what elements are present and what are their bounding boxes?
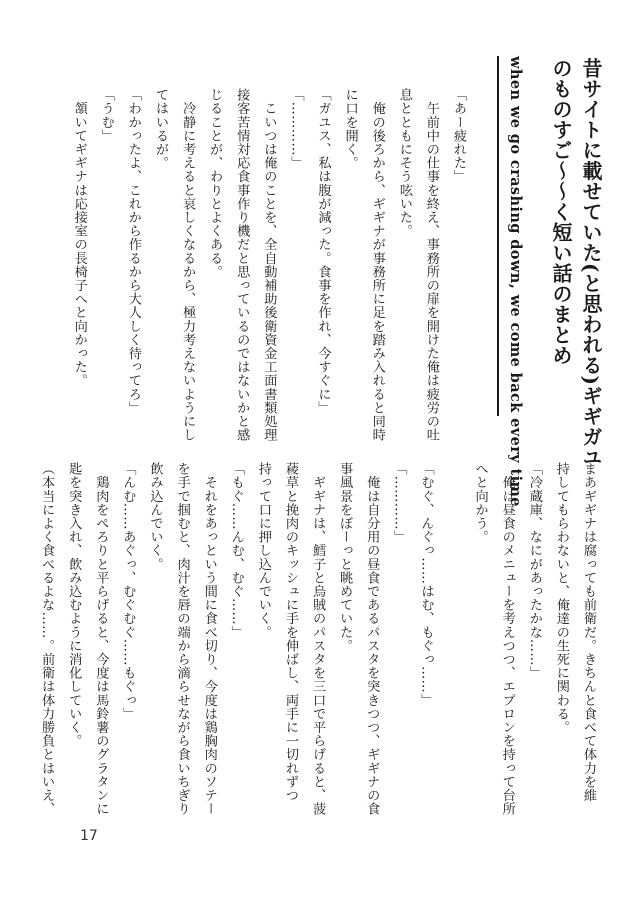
text-line: 「もぐ……んむ、むぐ……」 <box>228 462 244 639</box>
text-line: に口を開く。 <box>342 88 358 170</box>
text-line: 俺の後ろから、ギギナが事務所に足を踏み入れると同時 <box>369 88 385 442</box>
text-line: 午前中の仕事を終え、事務所の扉を開けた俺は疲労の吐 <box>423 88 439 442</box>
chapter-subtitle <box>503 56 524 507</box>
text-line: こいつは俺のことを、全自動補助後衛資金工面書類処理 <box>261 88 277 442</box>
text-line: ギギナは、鱈子と烏賊のパスタを三口で平らげると、菠 <box>310 462 326 816</box>
chapter-title <box>546 58 606 468</box>
title-line-1: 昔サイトに載せていた(と思われる)ギギガユ <box>579 58 603 468</box>
text-line: 息とともにそう呟いた。 <box>396 88 412 238</box>
text-line: 「あー疲れた」 <box>451 88 466 184</box>
text-line: それをあっという間に食べ切り、今度は鶏胸肉のソテー <box>201 462 217 816</box>
text-line: 持してもらわないと、俺達の生死に関わる。 <box>553 462 569 734</box>
text-line: 「んむ……あぐっ、むぐむぐ……もぐっ」 <box>120 462 136 721</box>
page-number: 17 <box>80 828 98 844</box>
text-line: 薐草と挽肉のキッシュに手を伸ばし、両手に一切れずつ <box>282 462 298 802</box>
text-line: てはいるが。 <box>152 88 168 170</box>
text-line: 事風景をぼーっと眺めていた。 <box>337 462 353 653</box>
text-line: 「うむ」 <box>98 88 114 143</box>
text-line: 匙を突き入れ、飲み込むように消化していく。 <box>66 462 82 748</box>
text-line: 冷静に考えると哀しくなるから、極力考えないようにし <box>180 88 196 442</box>
text-column-bottom <box>33 462 602 816</box>
text-line: （本当によく食べるよな……。前衛は体力勝負とはいえ、 <box>39 462 55 816</box>
text-line: 「…………」 <box>288 88 304 170</box>
title-line-2: のものすご〜〜く短い話のまとめ <box>549 58 573 366</box>
text-line: 頷いてギギナは応接室の長椅子へと向かった。 <box>71 88 87 388</box>
text-line: 持って口に押し込んでいく。 <box>255 462 271 639</box>
text-line: 「…………」 <box>391 462 407 544</box>
text-line: 俺は自分用の昼食であるパスタを突きつつ、ギギナの食 <box>364 462 380 816</box>
text-line: 「むぐ、んぐっ……はむ、もぐっ……」 <box>418 462 434 707</box>
text-line: 接客苦情対応食事作り機だと思っているのではないかと感 <box>234 88 250 442</box>
text-line: 「冷蔵庫、なにがあったかな……」 <box>526 462 542 680</box>
title-rule <box>497 56 499 416</box>
text-line: 「わかったよ、これから作るから大人しく待ってろ」 <box>125 88 141 415</box>
text-line: じることが、わりとよくある。 <box>207 88 223 279</box>
text-line: 「ガユス、私は腹が減った。食事を作れ、今すぐに」 <box>315 88 331 415</box>
text-line: へと向かう。 <box>472 462 488 544</box>
text-line: まあギギナは腐っても前衛だ。きちんと食べて体力を維 <box>581 462 596 802</box>
text-column-top <box>66 88 472 442</box>
subtitle-text: when we go crashing down, we come back every time <box>507 56 524 507</box>
text-line: 俺は昼食のメニューを考えつつ、エプロンを持って台所 <box>499 462 515 816</box>
text-line: 飲み込んでいく。 <box>147 462 163 571</box>
text-line: を手で掴むと、肉汁を唇の端から滴らせながら食いちぎり <box>174 462 190 816</box>
text-line: 鶏肉をぺろりと平らげると、今度は馬鈴薯のグラタンに <box>93 462 109 816</box>
blank-line <box>439 462 466 792</box>
